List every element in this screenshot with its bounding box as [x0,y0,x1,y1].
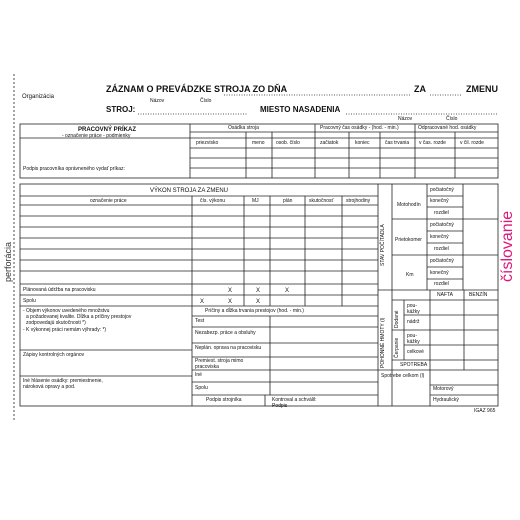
title-zmenu: ZMENU [466,84,498,94]
prietokomer-pociatocny: počiatočný [430,222,454,228]
spotreba-celkom: Spotrebe celkom (l) [381,373,425,379]
x-mark: X [256,288,261,294]
kontroval-schvalil: Kontroval a schválil: [272,397,317,403]
fuel-nadrz: nádrž [407,319,420,325]
miesto-nazov-label: Názov [398,116,413,122]
form-title: ZÁZNAM O PREVÁDZKE STROJA ZO DŇA [106,84,288,94]
cerpanie-label: Čerpanie [394,337,400,358]
km-pociatocny: počiatočný [430,258,454,264]
organization-label: Organizácia [22,94,55,100]
cas-col-trvanie: čas trvania [385,140,410,146]
kontroval-podpis: Podpis [272,403,288,409]
vykon-col-cislo: čís. výkonu [200,198,226,204]
km-label: Km [406,272,414,278]
vykon-col-oznacenie: označenie práce [90,198,127,204]
prestoj-test: Test [195,318,205,324]
note-objem-1: - Objem výkonov uvedeného množstvu [23,308,110,314]
note-vyhrady: - K výkonnej práci nemám výhrady: *) [23,327,107,333]
x-mark: X [285,288,290,294]
vykon-spolu: Spolu [23,298,36,304]
motohodin-konecny: konečný [430,198,449,204]
vykon-col-plan: plán [283,198,293,204]
podpis-strojnika: Podpis strojníka [206,397,242,403]
spotreba-label: SPOTREBA [400,362,428,368]
miesto-cislo-label: Číslo [446,116,458,122]
fuel-poukazky-2: pou- kážky [407,333,420,345]
spotreba-hydraulicky: Hydraulický [433,397,459,403]
pracovny-prikaz-sub: - označenie práce - podmienky [62,133,131,139]
osadka-heading: Osádka stroja [228,125,259,131]
x-mark: X [200,299,205,305]
prestoj-spolu: Spolu [195,385,208,391]
motohodin-label: Motohodín [397,202,421,208]
prietokomer-konecny: konečný [430,234,449,240]
prestoj-nezabezp: Nezabezp. práce a obsluhy [195,330,256,336]
x-mark: X [228,288,233,294]
motohodin-rozdiel: rozdiel [434,210,449,216]
cislovanie-label: číslovanie [499,210,516,282]
prestoj-ine: Iné [195,372,202,378]
osadka-col-meno: meno [252,140,265,146]
spotreba-motorovy: Motorový [433,386,454,392]
prestoj-premiest: Premiest. stroja mimo pracoviska [195,358,244,370]
fuel-celkove: celkové [407,349,424,355]
stroj-label: STROJ: [106,105,136,114]
podpis-opravneneho: Podpis pracovníka oprávneného vydať príkaz: [23,166,125,172]
vykon-col-mj: MJ [252,198,259,204]
form-code: IGAZ 965 [474,408,496,414]
note-objem-3: zodpovedajú skutočnosti *) [26,320,86,326]
odpracovane-col-2: v čil. rozde [460,140,484,146]
pracovny-prikaz-heading: PRACOVNÝ PRÍKAZ [78,127,137,133]
planovana-udrzba: Plánovaná údržba na pracovisku [23,287,96,293]
zapisy-kontrolnych: Zápisy kontrolných orgánov [23,352,85,358]
motohodin-pociatocny: počiatočný [430,187,454,193]
prestoj-neplan: Neplán. oprava na pracovisku [195,345,262,351]
vykon-col-strojhodiny: strojhodiny [346,198,371,204]
cas-col-koniec: koniec [355,140,370,146]
ine-hlasenie-1: Iné hlásenie osádky: premiestnenie, [23,378,103,384]
km-rozdiel: rozdiel [434,281,449,287]
note-objem-2: a požadovanej kvalite. Dĺžka a príčiny prestojov [26,314,132,320]
x-mark: X [256,299,261,305]
miesto-nasadenia-label: MIESTO NASADENIA [260,105,341,114]
odpracovane-col-1: v čas. rozde [419,140,446,146]
vykon-title: VÝKON STROJA ZA ZMENU [150,188,229,194]
ine-hlasenie-2: nároková opravy a pod. [23,384,76,390]
dodane-label: Dodané [394,310,400,328]
prietokomer-label: Prietokomer [395,237,422,243]
title-cislo-label: Číslo [200,98,212,104]
pracovny-cas-heading: Pracovný čas osádky - (hod. - min.) [320,125,399,131]
prietokomer-rozdiel: rozdiel [434,246,449,252]
km-konecny: konečný [430,270,449,276]
fuel-poukazky-1: pou- kážky [407,303,420,315]
title-nazov-label: Názov [150,98,165,104]
pohonne-hmoty-label: POHONNÉ HMOTY (l) [380,317,386,368]
perforacia-label: perforácia [3,241,13,282]
stav-pocitadla-label: STAV POČÍTADLA [380,224,386,266]
nafta-label: NAFTA [437,292,454,298]
cas-col-zaciatok: začiatok [320,140,339,146]
osadka-col-priezvisko: priezvisko [196,140,219,146]
osadka-col-cislo: osob. číslo [276,140,300,146]
vykon-col-skutocnost: skutočnosť [309,198,334,204]
title-za: ZA [414,84,426,94]
odpracovane-heading: Odpracované hod. osádky [418,125,477,131]
benzin-label: BENZÍN [469,292,488,298]
prestoje-title: Príčiny a dĺžka trvania prestojov (hod. - min.) [205,308,304,314]
x-mark: X [228,299,233,305]
